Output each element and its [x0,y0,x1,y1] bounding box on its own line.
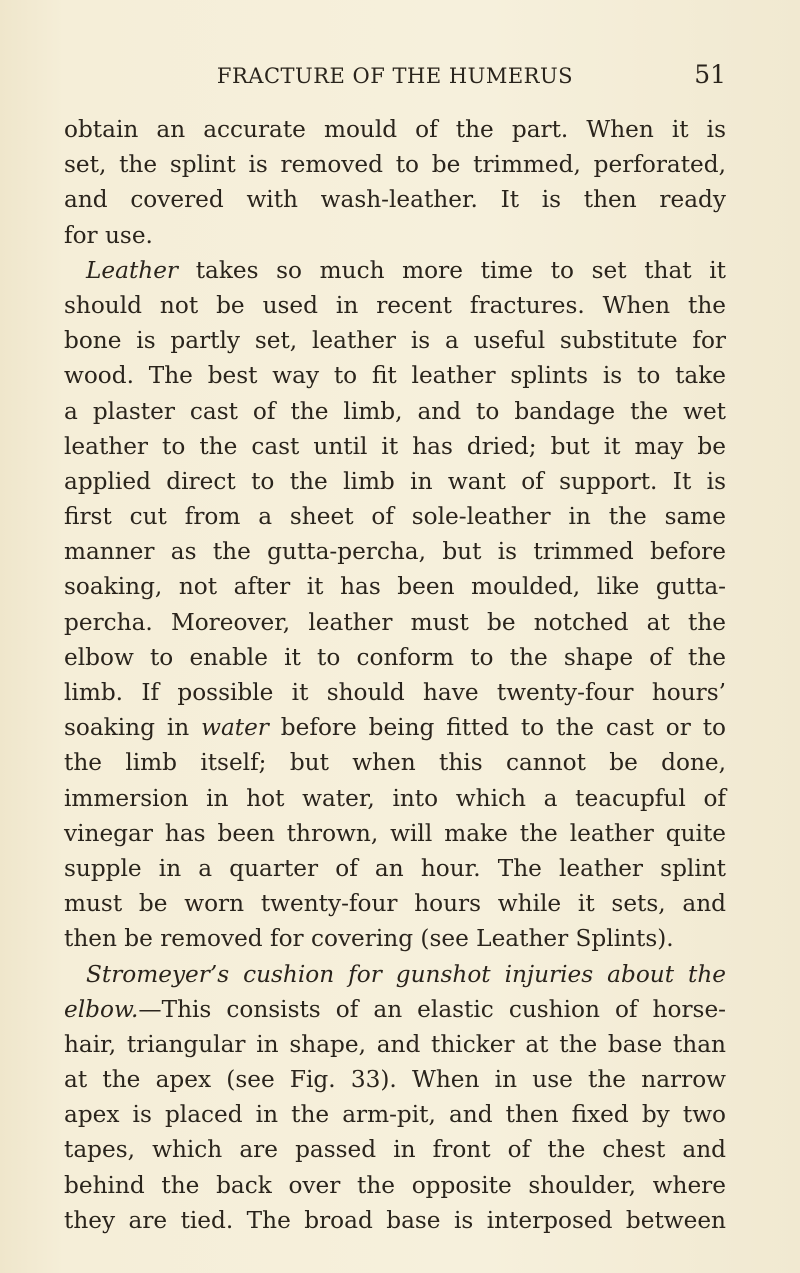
text-line: elbow to enable it to conform to the shape of the [64,643,726,671]
italic-term: water [201,714,269,742]
text-line: limb. If possible it should have twenty-four hours’ [64,679,726,706]
text-line: at the apex (see Fig. 33). When in use the narrow [64,1066,726,1094]
italic-heading: elbow. [64,995,139,1023]
text-line: set, the splint is removed to be trimmed, perforated, [64,151,726,179]
italic-term: Leather [86,256,179,284]
text-line: percha. Moreover, leather must be notched at the [64,608,726,636]
running-head [64,58,726,94]
text-line: for use. [64,221,153,249]
page-number: 51 [694,60,726,89]
text-line: Leather takes so much more time to set that it [86,256,727,284]
text-line: manner as the gutta-percha, but is trimmed before [64,538,726,566]
text-line: must be worn twenty-four hours while it sets, and [64,890,726,918]
text-line: bone is partly set, leather is a useful substitute for [64,327,726,355]
text-line: a plaster cast of the limb, and to bandage the wet [64,397,726,425]
running-title: FRACTURE OF THE HUMERUS [216,64,574,88]
text-line: applied direct to the limb in want of support. It is [64,467,726,495]
text-line: the limb itself; but when this cannot be done, [64,749,726,777]
text-line: leather to the cast until it has dried; but it may be [64,432,726,460]
text-line: immersion in hot water, into which a teacupful of [64,784,726,812]
text-line: tapes, which are passed in front of the chest and [64,1136,726,1164]
text-line: should not be used in recent fractures. When the [64,291,726,319]
text-line: hair, triangular in shape, and thicker at the base than [64,1030,726,1058]
text-line [64,957,726,992]
text-line: then be removed for covering (see Leather Splints). [64,925,674,953]
text-line: they are tied. The broad base is interposed between [64,1206,726,1234]
text-line: soaking, not after it has been moulded, like gutta- [64,573,726,601]
text-line: supple in a quarter of an hour. The leather splint [64,854,726,882]
text-line: wood. The best way to fit leather splints is to take [64,362,726,390]
text-line: first cut from a sheet of sole-leather in the same [64,503,726,531]
text-line: apex is placed in the arm-pit, and then fixed by two [64,1101,726,1129]
text-line: obtain an accurate mould of the part. When it is [64,116,726,143]
text-line: soaking in water before being fitted to the cast or to [64,714,727,742]
text-line: elbow.—This consists of an elastic cushion of horse- [64,995,726,1023]
body-text [64,112,726,1238]
text-line: vinegar has been thrown, will make the leather quite [64,819,726,847]
italic-heading: Stromeyer’s cushion for gunshot injuries about the [86,960,726,988]
text-line: and covered with wash-leather. It is then ready [64,186,726,214]
text-line: behind the back over the opposite shoulder, where [64,1171,726,1199]
